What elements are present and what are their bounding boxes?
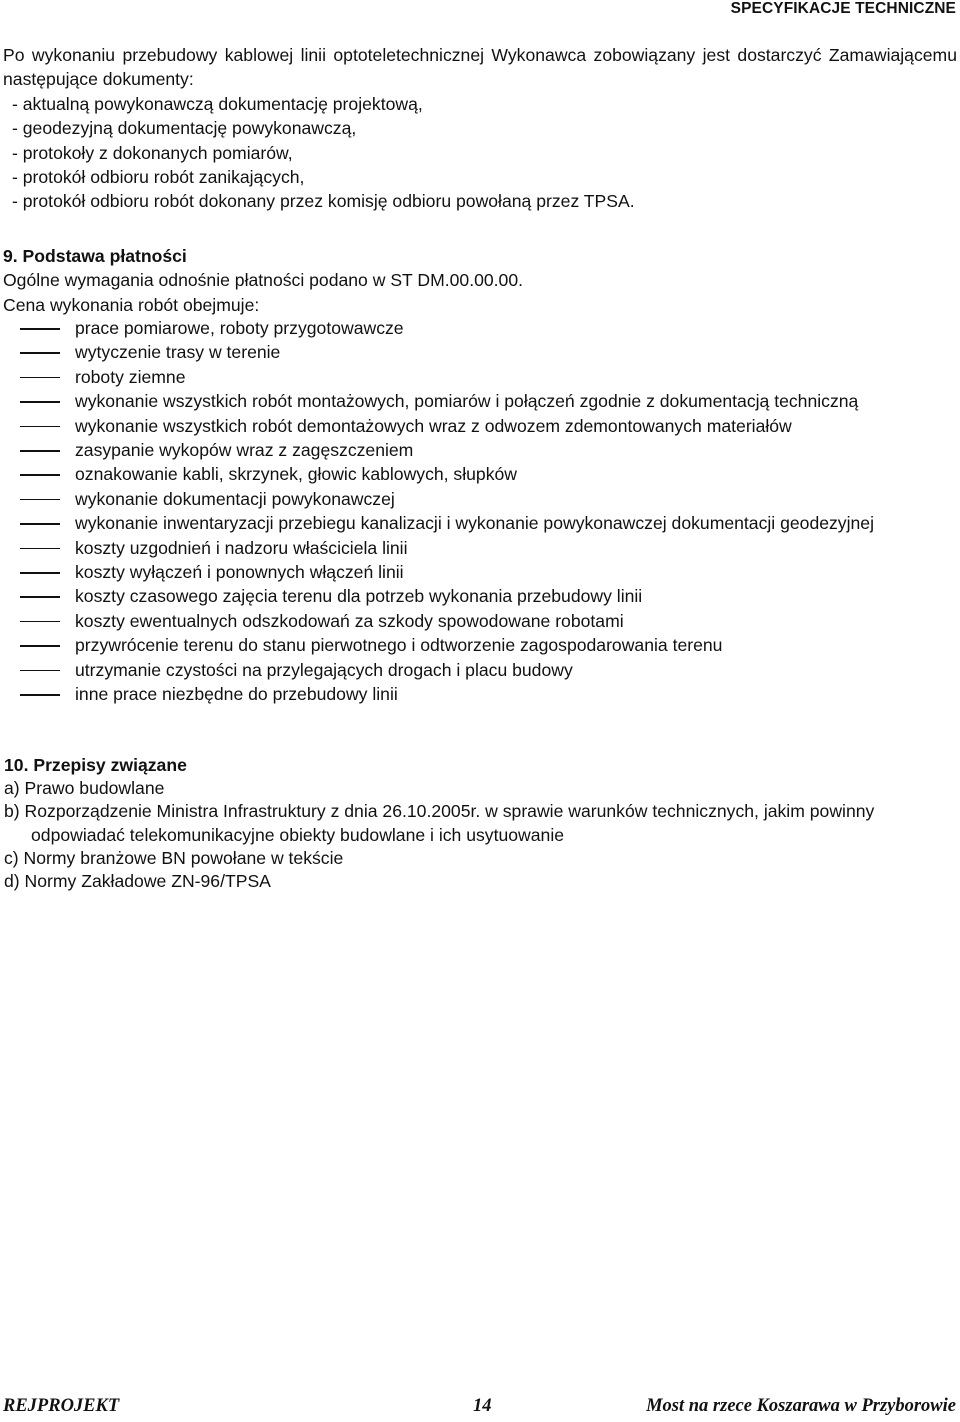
list-item: wytyczenie trasy w terenie <box>0 340 958 364</box>
intro-list-item: - protokół odbioru robót dokonany przez komisję odbioru powołaną przez TPSA. <box>12 191 635 212</box>
dash-bullet <box>0 609 75 633</box>
list-item: wykonanie wszystkich robót montażowych, pomiarów i połączeń zgodnie z dokumentacją techniczną <box>0 389 958 413</box>
intro-list-item: - protokół odbioru robót zanikających, <box>12 167 305 188</box>
intro-list-item: - geodezyjną dokumentację powykonawczą, <box>12 118 357 139</box>
dash-bullet <box>0 462 75 486</box>
section-10 <box>4 754 958 893</box>
dash-bullet <box>0 511 75 535</box>
dash-bullet <box>0 658 75 682</box>
dash-bullet <box>0 389 75 413</box>
regulation-item: c) Normy branżowe BN powołane w tekście <box>4 847 344 868</box>
section-9-line: Cena wykonania robót obejmuje: <box>3 294 260 315</box>
section-9-line: Ogólne wymagania odnośnie płatności podano w ST DM.00.00.00. <box>3 270 523 291</box>
list-item: inne prace niezbędne do przebudowy linii <box>0 682 958 706</box>
dash-bullet <box>0 633 75 657</box>
intro-section <box>3 43 957 214</box>
intro-list-item: - aktualną powykonawczą dokumentację projektową, <box>12 93 423 114</box>
section-10-heading: 10. Przepisy związane <box>4 755 187 775</box>
footer-company: REJPROJEKT <box>3 1396 120 1416</box>
page-header: SPECYFIKACJE TECHNICZNE <box>730 0 956 17</box>
footer-page-number: 14 <box>473 1396 492 1416</box>
regulation-item: d) Normy Zakładowe ZN-96/TPSA <box>4 871 271 892</box>
section-9-heading: 9. Podstawa płatności <box>3 246 187 266</box>
intro-list-item: - protokoły z dokonanych pomiarów, <box>12 142 293 163</box>
dash-bullet <box>0 560 75 584</box>
page-footer <box>3 1396 956 1422</box>
dash-bullet <box>0 316 75 340</box>
regulation-item: a) Prawo budowlane <box>4 778 165 799</box>
dash-bullet <box>0 365 75 389</box>
list-item: roboty ziemne <box>0 365 958 389</box>
dash-bullet <box>0 414 75 438</box>
list-item: utrzymanie czystości na przylegających drogach i placu budowy <box>0 658 958 682</box>
list-item: wykonanie inwentaryzacji przebiegu kanalizacji i wykonanie powykonawczej dokumentacji geodezyjnej <box>0 511 958 535</box>
dash-bullet <box>0 438 75 462</box>
list-item: koszty wyłączeń i ponownych włączeń linii <box>0 560 958 584</box>
list-item: zasypanie wykopów wraz z zagęszczeniem <box>0 438 958 462</box>
regulation-item: b) Rozporządzenie Ministra Infrastruktury z dnia 26.10.2005r. w sprawie warunków technicznych, jakim powinny odpowiadać telekomunikacyjne obiekty budowlane i ich usytuowanie <box>4 801 875 845</box>
list-item: oznakowanie kabli, skrzynek, głowic kablowych, słupków <box>0 462 958 486</box>
intro-paragraph: Po wykonaniu przebudowy kablowej linii optoteletechnicznej Wykonawca zobowiązany jest dostarczyć Zamawiającemu następujące dokumenty: <box>3 45 957 90</box>
section-9 <box>3 244 957 317</box>
list-item: wykonanie wszystkich robót demontażowych wraz z odwozem zdemontowanych materiałów <box>0 414 958 438</box>
dash-bullet <box>0 584 75 608</box>
dash-bullet <box>0 536 75 560</box>
list-item: prace pomiarowe, roboty przygotowawcze <box>0 316 958 340</box>
dash-bullet <box>0 487 75 511</box>
list-item: koszty ewentualnych odszkodowań za szkody spowodowane robotami <box>0 609 958 633</box>
list-item: koszty uzgodnień i nadzoru właściciela linii <box>0 536 958 560</box>
dash-bullet <box>0 340 75 364</box>
dash-bullet <box>0 682 75 706</box>
list-item: koszty czasowego zajęcia terenu dla potrzeb wykonania przebudowy linii <box>0 584 958 608</box>
list-item: przywrócenie terenu do stanu pierwotnego i odtworzenie zagospodarowania terenu <box>0 633 958 657</box>
list-item: wykonanie dokumentacji powykonawczej <box>0 487 958 511</box>
footer-project-title: Most na rzece Koszarawa w Przyborowie <box>646 1396 956 1416</box>
cost-items-list <box>0 316 958 707</box>
